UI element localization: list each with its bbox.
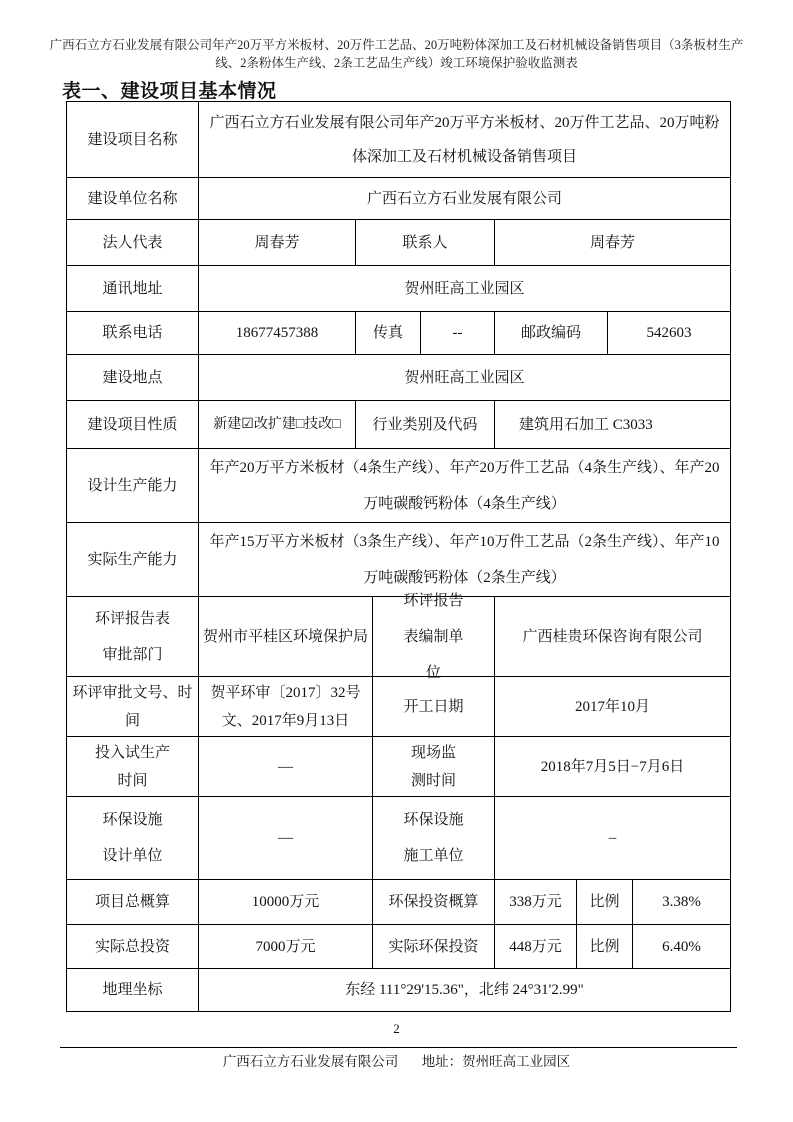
coords-label: 地理坐标	[66, 968, 199, 1012]
header-line-2: 线、2条粉体生产线、2条工艺品生产线）竣工环境保护验收监测表	[215, 56, 578, 70]
env-build-label: 环保设施施工单位	[372, 796, 495, 880]
monitor-label: 现场监测时间	[372, 736, 495, 797]
page-footer	[0, 1050, 793, 1070]
industry-label: 行业类别及代码	[355, 400, 495, 449]
unit-label: 建设单位名称	[66, 177, 199, 220]
fax-value: --	[420, 311, 495, 355]
ratio-value-1: 3.38%	[632, 879, 731, 925]
ratio-label-1: 比例	[576, 879, 633, 925]
start-date-value: 2017年10月	[494, 676, 731, 737]
env-budget-value: 338万元	[494, 879, 577, 925]
env-build-value: –	[494, 796, 731, 880]
eia-author-label: 环评报告表编制单位	[372, 596, 495, 677]
unit-value: 广西石立方石业发展有限公司	[198, 177, 731, 220]
actual-env-value: 448万元	[494, 924, 577, 969]
site-label: 建设地点	[66, 354, 199, 401]
nature-value: 新建☑改扩建□技改□	[198, 400, 356, 449]
eia-approval-dept-value: 贺州市平桂区环境保护局	[198, 596, 373, 677]
start-date-label: 开工日期	[372, 676, 495, 737]
actual-env-label: 实际环保投资	[372, 924, 495, 969]
running-header	[40, 36, 753, 72]
footer-divider	[60, 1047, 737, 1048]
ratio-label-2: 比例	[576, 924, 633, 969]
nature-label: 建设项目性质	[66, 400, 199, 449]
env-budget-label: 环保投资概算	[372, 879, 495, 925]
postcode-value: 542603	[607, 311, 731, 355]
legal-rep-label: 法人代表	[66, 219, 199, 266]
site-value: 贺州旺高工业园区	[198, 354, 731, 401]
project-name-value: 广西石立方石业发展有限公司年产20万平方米板材、20万件工艺品、20万吨粉体深加工及石材机械设备销售项目	[198, 101, 731, 178]
contact-label: 联系人	[355, 219, 495, 266]
legal-rep-value: 周春芳	[198, 219, 356, 266]
coords-value: 东经 111°29'15.36"，北纬 24°31'2.99"	[198, 968, 731, 1012]
budget-label: 项目总概算	[66, 879, 199, 925]
header-line-1: 广西石立方石业发展有限公司年产20万平方米板材、20万件工艺品、20万吨粉体深加工及石材机械设备销售项目（3条板材生产	[49, 38, 744, 52]
eia-doc-label: 环评审批文号、时间	[66, 676, 199, 737]
eia-approval-dept-label: 环评报告表审批部门	[66, 596, 199, 677]
postcode-label: 邮政编码	[494, 311, 608, 355]
env-design-value: —	[198, 796, 373, 880]
phone-value: 18677457388	[198, 311, 356, 355]
section-title: 表一、建设项目基本情况	[62, 80, 277, 102]
phone-label: 联系电话	[66, 311, 199, 355]
address-value: 贺州旺高工业园区	[198, 265, 731, 312]
design-capacity-label: 设计生产能力	[66, 448, 199, 523]
address-label: 通讯地址	[66, 265, 199, 312]
eia-author-value: 广西桂贵环保咨询有限公司	[494, 596, 731, 677]
industry-value: 建筑用石加工 C3033	[494, 400, 731, 449]
monitor-value: 2018年7月5日−7月6日	[494, 736, 731, 797]
footer-company: 广西石立方石业发展有限公司	[222, 1054, 399, 1069]
actual-invest-value: 7000万元	[198, 924, 373, 969]
trial-value: —	[198, 736, 373, 797]
actual-capacity-value: 年产15万平方米板材（3条生产线）、年产10万件工艺品（2条生产线）、年产10万吨碳酸钙粉体（2条生产线）	[198, 522, 731, 597]
actual-invest-label: 实际总投资	[66, 924, 199, 969]
footer-address: 地址：贺州旺高工业园区	[421, 1054, 571, 1069]
page-number: 2	[393, 1021, 400, 1036]
contact-value: 周春芳	[494, 219, 731, 266]
budget-value: 10000万元	[198, 879, 373, 925]
ratio-value-2: 6.40%	[632, 924, 731, 969]
actual-capacity-label: 实际生产能力	[66, 522, 199, 597]
trial-label: 投入试生产时间	[66, 736, 199, 797]
fax-label: 传真	[355, 311, 421, 355]
env-design-label: 环保设施设计单位	[66, 796, 199, 880]
eia-doc-value: 贺平环审〔2017〕32号文、2017年9月13日	[198, 676, 373, 737]
design-capacity-value: 年产20万平方米板材（4条生产线）、年产20万件工艺品（4条生产线）、年产20万吨碳酸钙粉体（4条生产线）	[198, 448, 731, 523]
project-name-label: 建设项目名称	[66, 101, 199, 178]
